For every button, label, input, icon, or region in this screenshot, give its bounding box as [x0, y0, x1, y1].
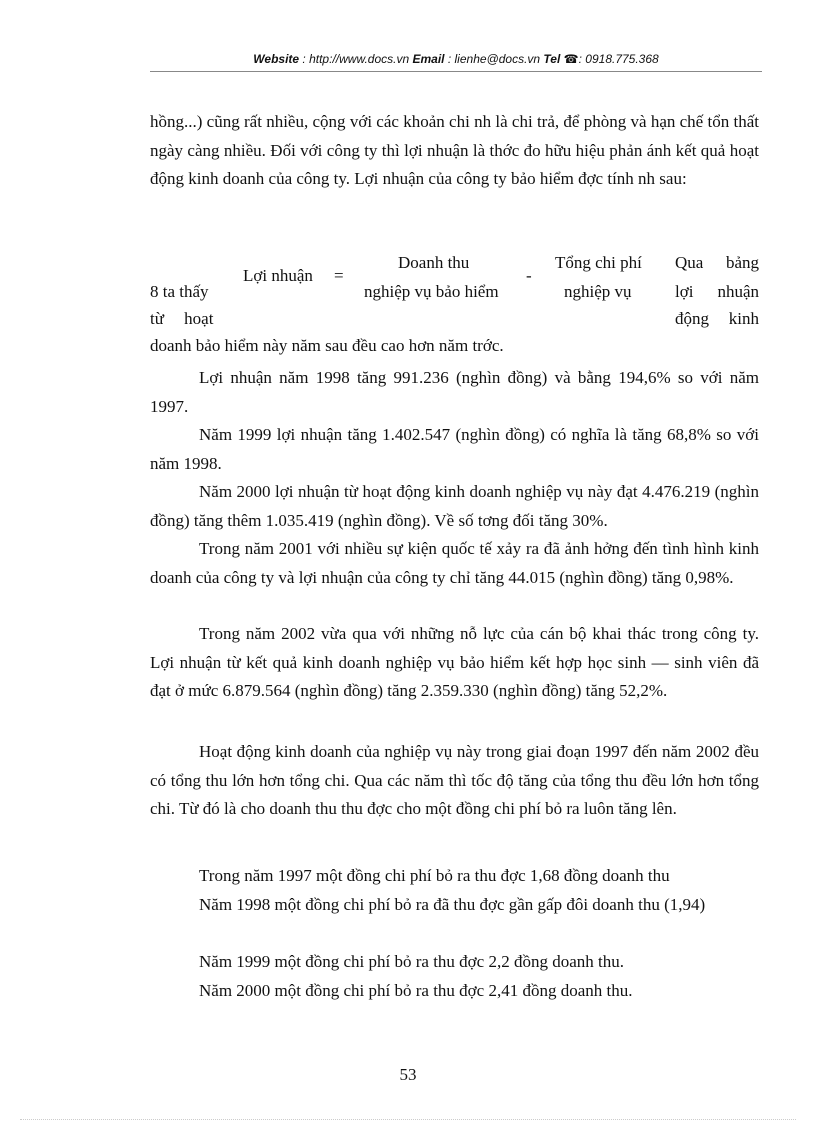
website-value: : http://www.docs.vn [302, 52, 410, 66]
wrap-right-line2: lợi nhuận [675, 282, 759, 301]
formula-revenue-line1: Doanh thu [398, 253, 470, 272]
email-label: Email [412, 52, 445, 66]
list-item: Năm 1999 một đồng chi phí bỏ ra thu đợc 2,2 đồng doanh thu. [199, 952, 624, 971]
formula-lhs: Lợi nhuận [243, 266, 313, 285]
wrap-right-line1: Qua bảng [675, 253, 759, 272]
header-divider [150, 71, 762, 72]
paragraph-2001: Trong năm 2001 với nhiều sự kiện quốc tế xảy ra đã ảnh hởng đến tình hình kinh doanh của công ty và lợi nhuận của công ty chỉ tăng 44.015 (nghìn đồng) tăng 0,98%. [150, 539, 759, 587]
wrap-continuation: doanh bảo hiểm này năm sau đều cao hơn năm trớc. [150, 336, 504, 355]
phone-icon: ☎ [563, 52, 579, 66]
paragraph-summary: Hoạt động kinh doanh của nghiệp vụ này trong giai đoạn 1997 đến năm 2002 đều có tổng thu lớn hơn tổng chi. Qua các năm thì tốc độ tăng của tổng thu đều lớn hơn tổng chi. Từ đó là cho doanh thu thu đợc cho một đồng chi phí bỏ ra luôn tăng lên. [150, 742, 759, 818]
wrap-right-line3: động kinh [675, 309, 759, 328]
formula-revenue-line2: nghiệp vụ bảo hiểm [364, 282, 499, 301]
website-label: Website [253, 52, 300, 66]
list-item: Năm 1998 một đồng chi phí bỏ ra đã thu đợc gần gấp đôi doanh thu (1,94) [199, 895, 706, 914]
paragraph-1999: Năm 1999 lợi nhuận tăng 1.402.547 (nghìn đồng) có nghĩa là tăng 68,8% so với năm 1998. [150, 425, 759, 473]
email-value: : lienhe@docs.vn [447, 52, 541, 66]
footer-divider [20, 1119, 796, 1120]
formula-minus: - [526, 266, 532, 285]
tel-value: : 0918.775.368 [578, 52, 659, 66]
formula-cost-line1: Tổng chi phí [555, 253, 642, 272]
paragraph-1998: Lợi nhuận năm 1998 tăng 991.236 (nghìn đồng) và bằng 194,6% so với năm 1997. [150, 368, 759, 416]
paragraph-2000: Năm 2000 lợi nhuận từ hoạt động kinh doanh nghiệp vụ này đạt 4.476.219 (nghìn đồng) tăng thêm 1.035.419 (nghìn đồng). Về số tơng đối tăng 30%. [150, 482, 759, 530]
page-header [150, 52, 762, 66]
list-item: Năm 2000 một đồng chi phí bỏ ra thu đợc 2,41 đồng doanh thu. [199, 981, 633, 1000]
formula-equals: = [334, 266, 344, 285]
list-item: Trong năm 1997 một đồng chi phí bỏ ra thu đợc 1,68 đồng doanh thu [199, 866, 670, 885]
paragraph-2002: Trong năm 2002 vừa qua với những nỗ lực của cán bộ khai thác trong công ty. Lợi nhuận từ kết quả kinh doanh nghiệp vụ bảo hiểm kết hợp học sinh — sinh viên đã đạt ở mức 6.879.564 (nghìn đồng) tăng 2.359.330 (nghìn đồng) tăng 52,2%. [150, 624, 759, 700]
wrap-left-line2: từ hoạt [150, 309, 214, 328]
intro-paragraph: hồng...) cũng rất nhiều, cộng với các khoản chi nh là chi trả, để phòng và hạn chế tổn thất ngày càng nhiều. Đối với công ty thì lợi nhuận là thớc đo hữu hiệu phản ánh kết quả hoạt động kinh doanh của công ty. Lợi nhuận của công ty bảo hiểm đợc tính nh sau: [150, 112, 759, 188]
tel-label: Tel [543, 52, 561, 66]
page-number: 53 [399, 1065, 417, 1084]
formula-cost-line2: nghiệp vụ [564, 282, 632, 301]
wrap-left-line1: 8 ta thấy [150, 282, 209, 301]
